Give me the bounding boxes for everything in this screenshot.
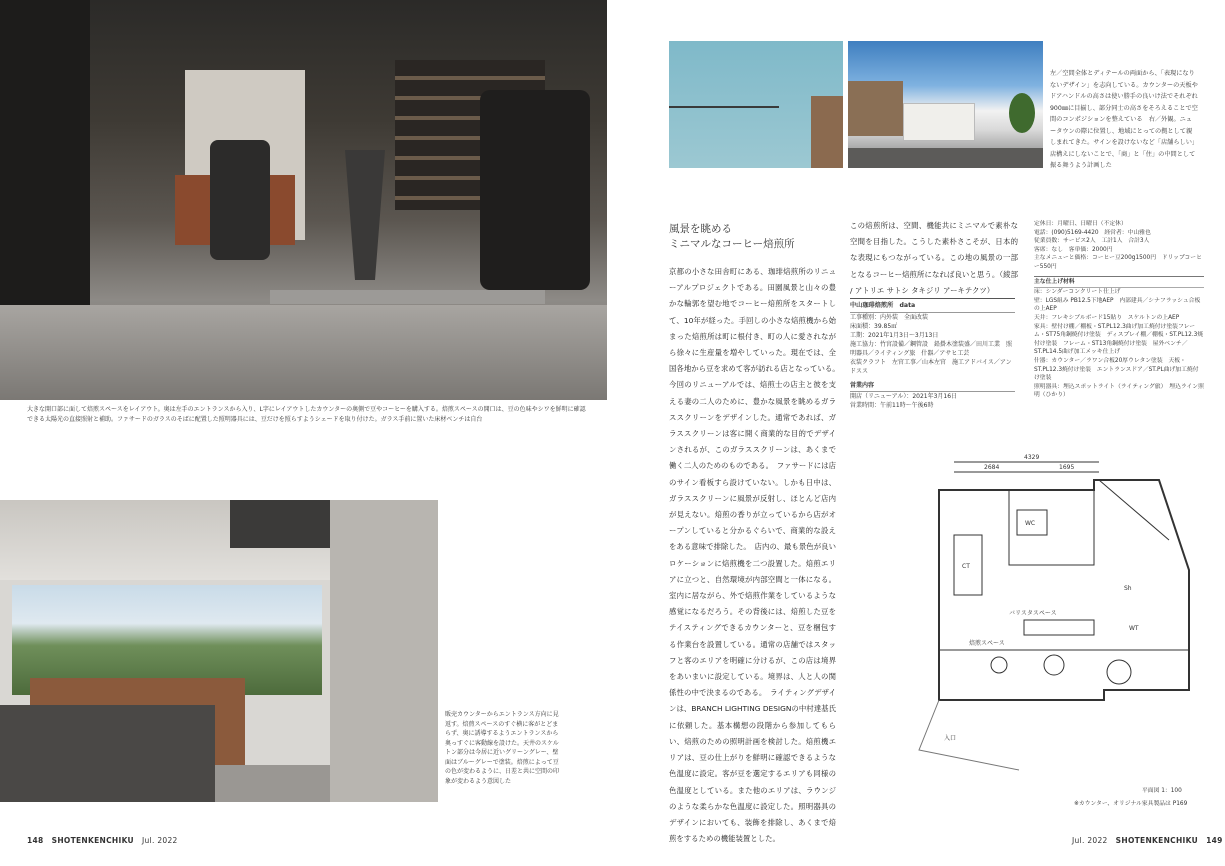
interior-detail-photo (669, 41, 843, 168)
material-row: 壁：LGS組み PB12.5下地AEP 内部建具／シナフラッシュ合板の上AEP (1034, 297, 1201, 313)
plan-label-roast: 焙煎スペース (969, 640, 1005, 647)
data-row: 開店（リニューアル）：2021年3月16日 (850, 393, 958, 400)
data-box-subheading: 営業内容 (850, 381, 1015, 392)
body-column-2: この焙煎所は、空間、機能共にミニマルで素朴な空間を目指した。こうした素朴さこそが、日本的な表現にもつながっている。この地の風景の一部となるコーヒー焙煎所になれば良いと思う。（綾部 / アトリエ サトシ タキジリ アーキテクツ） (850, 221, 1018, 295)
material-row: 照明器具：埋込スポットライト（ライティング旅） 埋込ライン照明（ひかり） (1034, 383, 1204, 399)
article-heading (669, 222, 839, 252)
spec-row: 定休日：月曜日、日曜日（不定休） (1034, 221, 1127, 227)
plan-label-barista: バリスタスペース (1009, 610, 1057, 617)
plan-label-ct: CT (962, 563, 970, 570)
photo-rail (669, 106, 779, 108)
material-row: 家具：壁付け棚／棚板・ST.PL12.3曲げ加工焼付け塗装フレーム・ST75角鋼焼付け塗装 ディスプレイ棚／棚板・ST.PL12.3焼付け塗装 フレーム・ST13角鋼焼付け塗装 屋外ベンチ／ST.PL14.5曲げ加工メッキ仕上げ (1034, 323, 1204, 356)
page-number: 149 (1206, 836, 1223, 845)
data-box (850, 298, 1015, 410)
exterior-photo (848, 41, 1043, 168)
roasting-space-photo (0, 0, 607, 400)
photo-floor (210, 765, 330, 802)
specs-subheading: 主な仕上げ材料 (1034, 276, 1204, 289)
photo-cyclone (345, 150, 385, 280)
magazine-name: SHOTENKENCHIKU (1115, 836, 1198, 845)
material-row: 床：シンダーコンクリート仕上げ (1034, 289, 1121, 296)
photo-door (811, 96, 843, 168)
plan-dim-a: 2684 (984, 464, 1000, 471)
page-number: 148 (27, 836, 44, 845)
photo-shop (903, 103, 975, 141)
spec-row: 主なメニューと価格：コーヒー豆200g1500円 ドリップコーヒー550円 (1034, 255, 1202, 270)
body-column-1: 京都の小さな田舎町にある、珈琲焙煎所のリニューアルプロジェクトである。田園風景と山々の豊かな輪郭を望む地でコーヒー焙煎所をスタートして、10年が経った。手回しの小さな焙煎機から始まった焙煎所は町に根付き、町の人に愛されながら徐々に生産量を増やしていった。現在では、全国各地から豆を求めて客が訪れる店となっている。 今回のリニューアルでは、焙煎士の店主と彼を支える妻の二人のために、豊かな風景を眺めるガラススクリーンをデザインした。通常であれば、ガラススクリーンは客に開く商業的な目的でデザインされるが、このガラススクリーンは、あくまで働く二人のためのものである。 ファサードには店のサイン看板すら設けていない。しかも日中は、ガラススクリーンに風景が反射し、ほとんど店内が見えない。焙煎の香りが立っているから店がオープンしていると分かるぐらいで、商業的な設えをある意味で排除した。 店内の、最も景色が良いロケーションに焙煎機を二つ設置した。焙煎エリアに立つと、自然環境が内部空間と一体になる。室内に居ながら、外で焙煎作業をしているような感覚になるだろう。その背後には、焙煎した豆をテイスティングできるカウンターと、豆を梱包する作業台を設置している。通常の店舗ではスタッフと客のエリアを明確に分けるが、この店は境界をあいまいに設定している。境界は、人と人の関係性の中で決まるのである。 ライティングデザインは、BRANCH LIGHTING DESIGNの中村達基氏に依頼した。基本構想の段階から参加してもらい、焙煎のための照明計画を検討した。焙煎機エリアは、豆の仕上がりを鮮明に確認できるような色温度に設定。客が豆を選定するエリアも同様の色温度としている。また他のエリアは、ラウンジのような柔らかな色温度に設定した。照明器具のデザインにおいても、装飾を排除し、あくまで焙煎をするための機能装置とした。 (669, 267, 844, 844)
plan-label-entrance: 入口 (944, 735, 957, 742)
right-folio (1072, 836, 1223, 845)
material-row: 天井：フレキシブルボード15貼り スケルトンの上AEP (1034, 314, 1180, 321)
entrance-view-photo (0, 500, 438, 802)
photo-roaster-large (480, 90, 590, 290)
photo-wall (0, 0, 90, 310)
main-photo-caption: 大きな開口部に面して焙煎スペースをレイアウト。奥は左手のエントランスから入り、L字にレイアウトしたカウンターの奥側で豆やコーヒーを購入する。焙煎スペースの開口は、豆の色味やシワを鮮明に確認できる太陽光の直接照射と補助。ファサードのガラスのそばに配置した照明器具には、豆だけを照らすようシェードを取り付けた。ガラス手前に置いた床材ベンチは自台 (27, 406, 586, 423)
photo-counter-top (0, 705, 215, 802)
plan-label-sh: Sh (1124, 585, 1132, 592)
photo-roaster (210, 140, 270, 260)
magazine-name: SHOTENKENCHIKU (51, 836, 134, 845)
heading-line-2: ミニマルなコーヒー焙煎所 (669, 238, 795, 250)
data-row: 床面積：39.85㎡ (850, 323, 898, 330)
data-row: 施工協力：竹宮設備／鋼管設 鉛掛木塗装盛／田川工業 照明器具／ライティング旅 什器／アサヒ工芸 (850, 341, 1013, 357)
photo-house (848, 81, 903, 136)
bottom-photo-caption: 販売カウンターからエントランス方向に見返す。焙煎スペースのすぐ横に客がとどまらず、奥に誘導するようエントランスから奥っすぐに客動線を設けた。天井のスケルトン部分は今居に近いグリーングレー、壁面はブルーグレーで塗装。焙煎によって豆の色が変わるように、日差と共に空間の印象が変わるよう意図した (445, 711, 560, 785)
top-photo-caption: 左／空間全体とディテールの両面から、「表現になりないデザイン」を志向している。カウンターの天板やドアハンドルの高さは使い勝手の良いけ法でそれぞれ900㎜に目揃し、部分同士の高さをそろえることで空間のコンポジションを整えている 右／外観。ニュータウンの際に位置し、地域にとっての拠として親しまれてきた。サインを設けないなど「店舗らしい」店構えにしないことで、「商」と「住」の中間として振る舞うよう計画した (1050, 70, 1198, 169)
floor-plan-drawing (899, 450, 1199, 780)
right-page (612, 0, 1225, 866)
left-folio (27, 836, 178, 845)
spec-row: 電話：(090)5169-4420 経営者：中山雅也 (1034, 229, 1151, 236)
photo-bench (270, 290, 545, 304)
plan-note: ※カウンター、オリジナル家具製品は P169 (1074, 801, 1188, 807)
heading-line-1: 風景を眺める (669, 223, 732, 235)
photo-road (848, 148, 1043, 168)
photo-tree (1009, 93, 1035, 133)
left-page (0, 0, 612, 866)
issue: Jul. 2022 (142, 836, 178, 845)
data-row: 営業時間：午前11時〜午後6時 (850, 402, 934, 409)
spec-row: 客席：なし 客単価：2000円 (1034, 246, 1113, 253)
plan-label-wt: WT (1129, 625, 1139, 632)
data-row: 工事種別：内外装 全面改装 (850, 314, 929, 321)
photo-floor (0, 305, 607, 400)
data-box-title: 中山珈琲焙煎所 data (850, 298, 1015, 313)
plan-dim-b: 1695 (1059, 464, 1075, 471)
spec-row: 従業員数：サービス2人 工計1人 合計3人 (1034, 238, 1150, 245)
material-row: 什器：カウンター／ラワン合板20厚ウレタン塗装 天板・ST.PL12.3焼付け塗装 エントランスドア／ST.PL曲げ加工焼付け塗装 (1034, 357, 1199, 382)
issue: Jul. 2022 (1072, 836, 1108, 845)
data-row: 衣装クラフト 左官工事／山本左官 施工アドバイス／アンドスス (850, 359, 1012, 375)
plan-label-wc: WC (1025, 520, 1036, 527)
plan-dim-top: 4329 (1024, 454, 1040, 461)
data-row: 工期：2021年1月3日〜3月13日 (850, 332, 939, 339)
floor-plan (899, 450, 1199, 780)
specs-box (1034, 220, 1204, 400)
photo-wall (330, 500, 438, 802)
plan-scale: 平面図 1：100 (1142, 788, 1182, 794)
